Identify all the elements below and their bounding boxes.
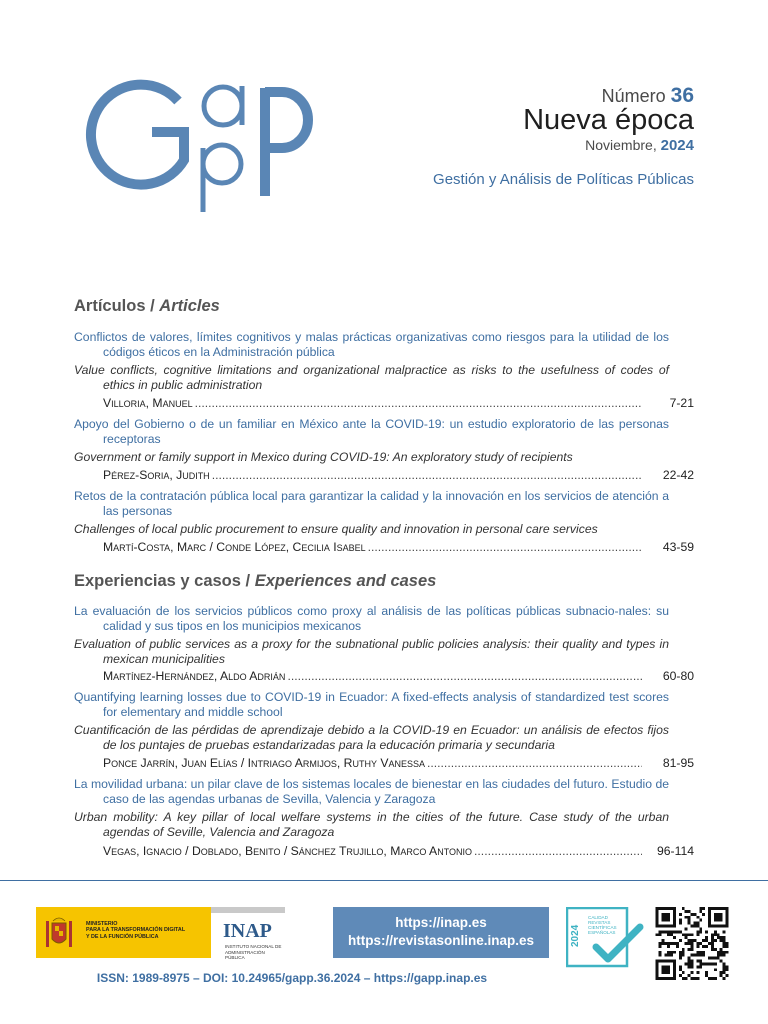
section-heading-en: Experiences and cases [254,572,437,590]
url-inap[interactable]: https://inap.es [395,915,487,930]
inap-subtitle-line-2: ADMINISTRACIÓN PÚBLICA [225,949,265,961]
ministry-text [86,921,185,940]
ministry-line-1: MINISTERIO [86,921,118,927]
article-authors-row [103,844,694,859]
article-title-es[interactable]: Retos de la contratación pública local para garantizar la calidad y la innovación en los servicios de atención a las personas [74,489,669,518]
article-authors: Villoria, Manuel [103,396,193,410]
issue-title: Nueva época [523,104,694,136]
article-pages: 7-21 [669,396,694,410]
article-authors-row [103,540,694,555]
issue-number-value: 36 [670,84,694,107]
leader-dots [474,844,642,859]
quality-year: 2024 [570,924,581,947]
article-title-es[interactable]: Quantifying learning losses due to COVID-19 in Ecuador: A fixed-effects analysis of standardized test scores for elementary and middle school [74,690,669,719]
article-authors-row [103,396,694,411]
leader-dots [212,468,642,483]
article-authors: Pérez-Soria, Judith [103,468,210,482]
article-authors: Ponce Jarrín, Juan Elías / Intriago Armijos, Ruthy Vanessa [103,756,425,770]
quality-label-2: REVISTAS [588,920,611,925]
article-pages: 81-95 [662,756,694,770]
gapp-logo [70,68,320,218]
issn-doi-text: ISSN: 1989-8975 – DOI: 10.24965/gapp.36.2024 – https://gapp.inap.es [96,971,488,985]
article-pages: 96-114 [656,844,694,858]
article-title-es[interactable]: La movilidad urbana: un pilar clave de los sistemas locales de bienestar en las ciudades del futuro. Estudio de caso de las agendas urbanas de Sevilla, Valencia y Zaragoza [74,777,669,806]
article-title-es[interactable]: Apoyo del Gobierno o de un familiar en México ante la COVID-19: un estudio exploratorio de las personas receptoras [74,417,669,446]
coat-of-arms-icon [44,915,74,951]
article-pages: 43-59 [662,540,694,554]
article-title-en: Government or family support in Mexico during COVID-19: An exploratory study of recipients [74,450,573,464]
quality-label-1: CALIDAD [588,915,608,920]
section-heading-articles [74,297,220,316]
issue-date [585,137,694,154]
article-authors-row [103,669,694,684]
article-pages: 60-80 [662,669,694,683]
article-pages: 22-42 [662,468,694,482]
ministry-logo[interactable] [36,907,211,958]
inap-name: INAP [223,920,272,942]
section-heading-en: Articles [159,297,220,315]
quality-label-3: CIENTÍFICAS [588,925,617,930]
leader-dots [368,540,642,555]
quality-label-4: ESPAÑOLAS [588,930,616,935]
inap-subtitle-line-1: INSTITUTO NACIONAL DE [225,944,282,949]
leader-dots [195,396,642,411]
ministry-line-3: Y DE LA FUNCIÓN PÚBLICA [86,933,159,940]
article-title-en: Challenges of local public procurement to ensure quality and innovation in personal care services [74,522,598,536]
issue-month: Noviembre, [585,137,657,153]
article-title-en: Cuantificación de las pérdidas de aprendizaje debido a la COVID-19 en Ecuador: un análisis de efectos fijos de los puntajes de pruebas estandarizadas para la educación primaria y secundaria [74,723,669,752]
journal-name: Gestión y Análisis de Políticas Públicas [433,171,694,188]
inap-logo[interactable] [211,907,285,961]
article-title-en: Urban mobility: A key pillar of local welfare systems in the cities of the future. Case study of the urban agendas of Seville, Valencia and Zaragoza [74,810,669,839]
article-title-en: Evaluation of public services as a proxy for the subnational public policies analysis: their quality and types in mexican municipalities [74,637,669,666]
quality-seal[interactable] [566,907,648,969]
section-heading-es: Experiencias y casos / [74,572,251,590]
url-revistasonline[interactable]: https://revistasonline.inap.es [347,933,535,948]
section-heading-es: Artículos / [74,297,155,315]
footer-divider [0,880,768,881]
article-authors: Martínez-Hernández, Aldo Adrián [103,669,286,683]
inap-subtitle [225,944,285,961]
article-authors-row [103,468,694,483]
url-box [333,907,549,958]
issue-year: 2024 [660,137,694,154]
article-authors: Martí-Costa, Marc / Conde López, Cecilia Isabel [103,540,366,554]
article-authors-row [103,756,694,771]
issn-doi-line [0,971,768,985]
qr-code-icon[interactable] [653,907,731,980]
article-authors: Vegas, Ignacio / Doblado, Benito / Sánchez Trujillo, Marco Antonio [103,844,473,858]
ministry-line-2: PARA LA TRANSFORMACIÓN DIGITAL [86,927,186,934]
section-heading-experiences [74,572,436,591]
article-title-es[interactable]: Conflictos de valores, límites cognitivos y malas prácticas organizativas como riesgos para la utilidad de los códigos éticos en la Administración pública [74,330,669,359]
leader-dots [427,756,642,771]
issue-label: Número [601,86,666,106]
article-title-es[interactable]: La evaluación de los servicios públicos como proxy al análisis de las políticas públicas subnacio-nales: su calidad y sus tipos en los municipios mexicanos [74,604,669,633]
article-title-en: Value conflicts, cognitive limitations and organizational malpractice as risks to the usefulness of codes of ethics in public administration [74,363,669,392]
leader-dots [287,669,642,684]
